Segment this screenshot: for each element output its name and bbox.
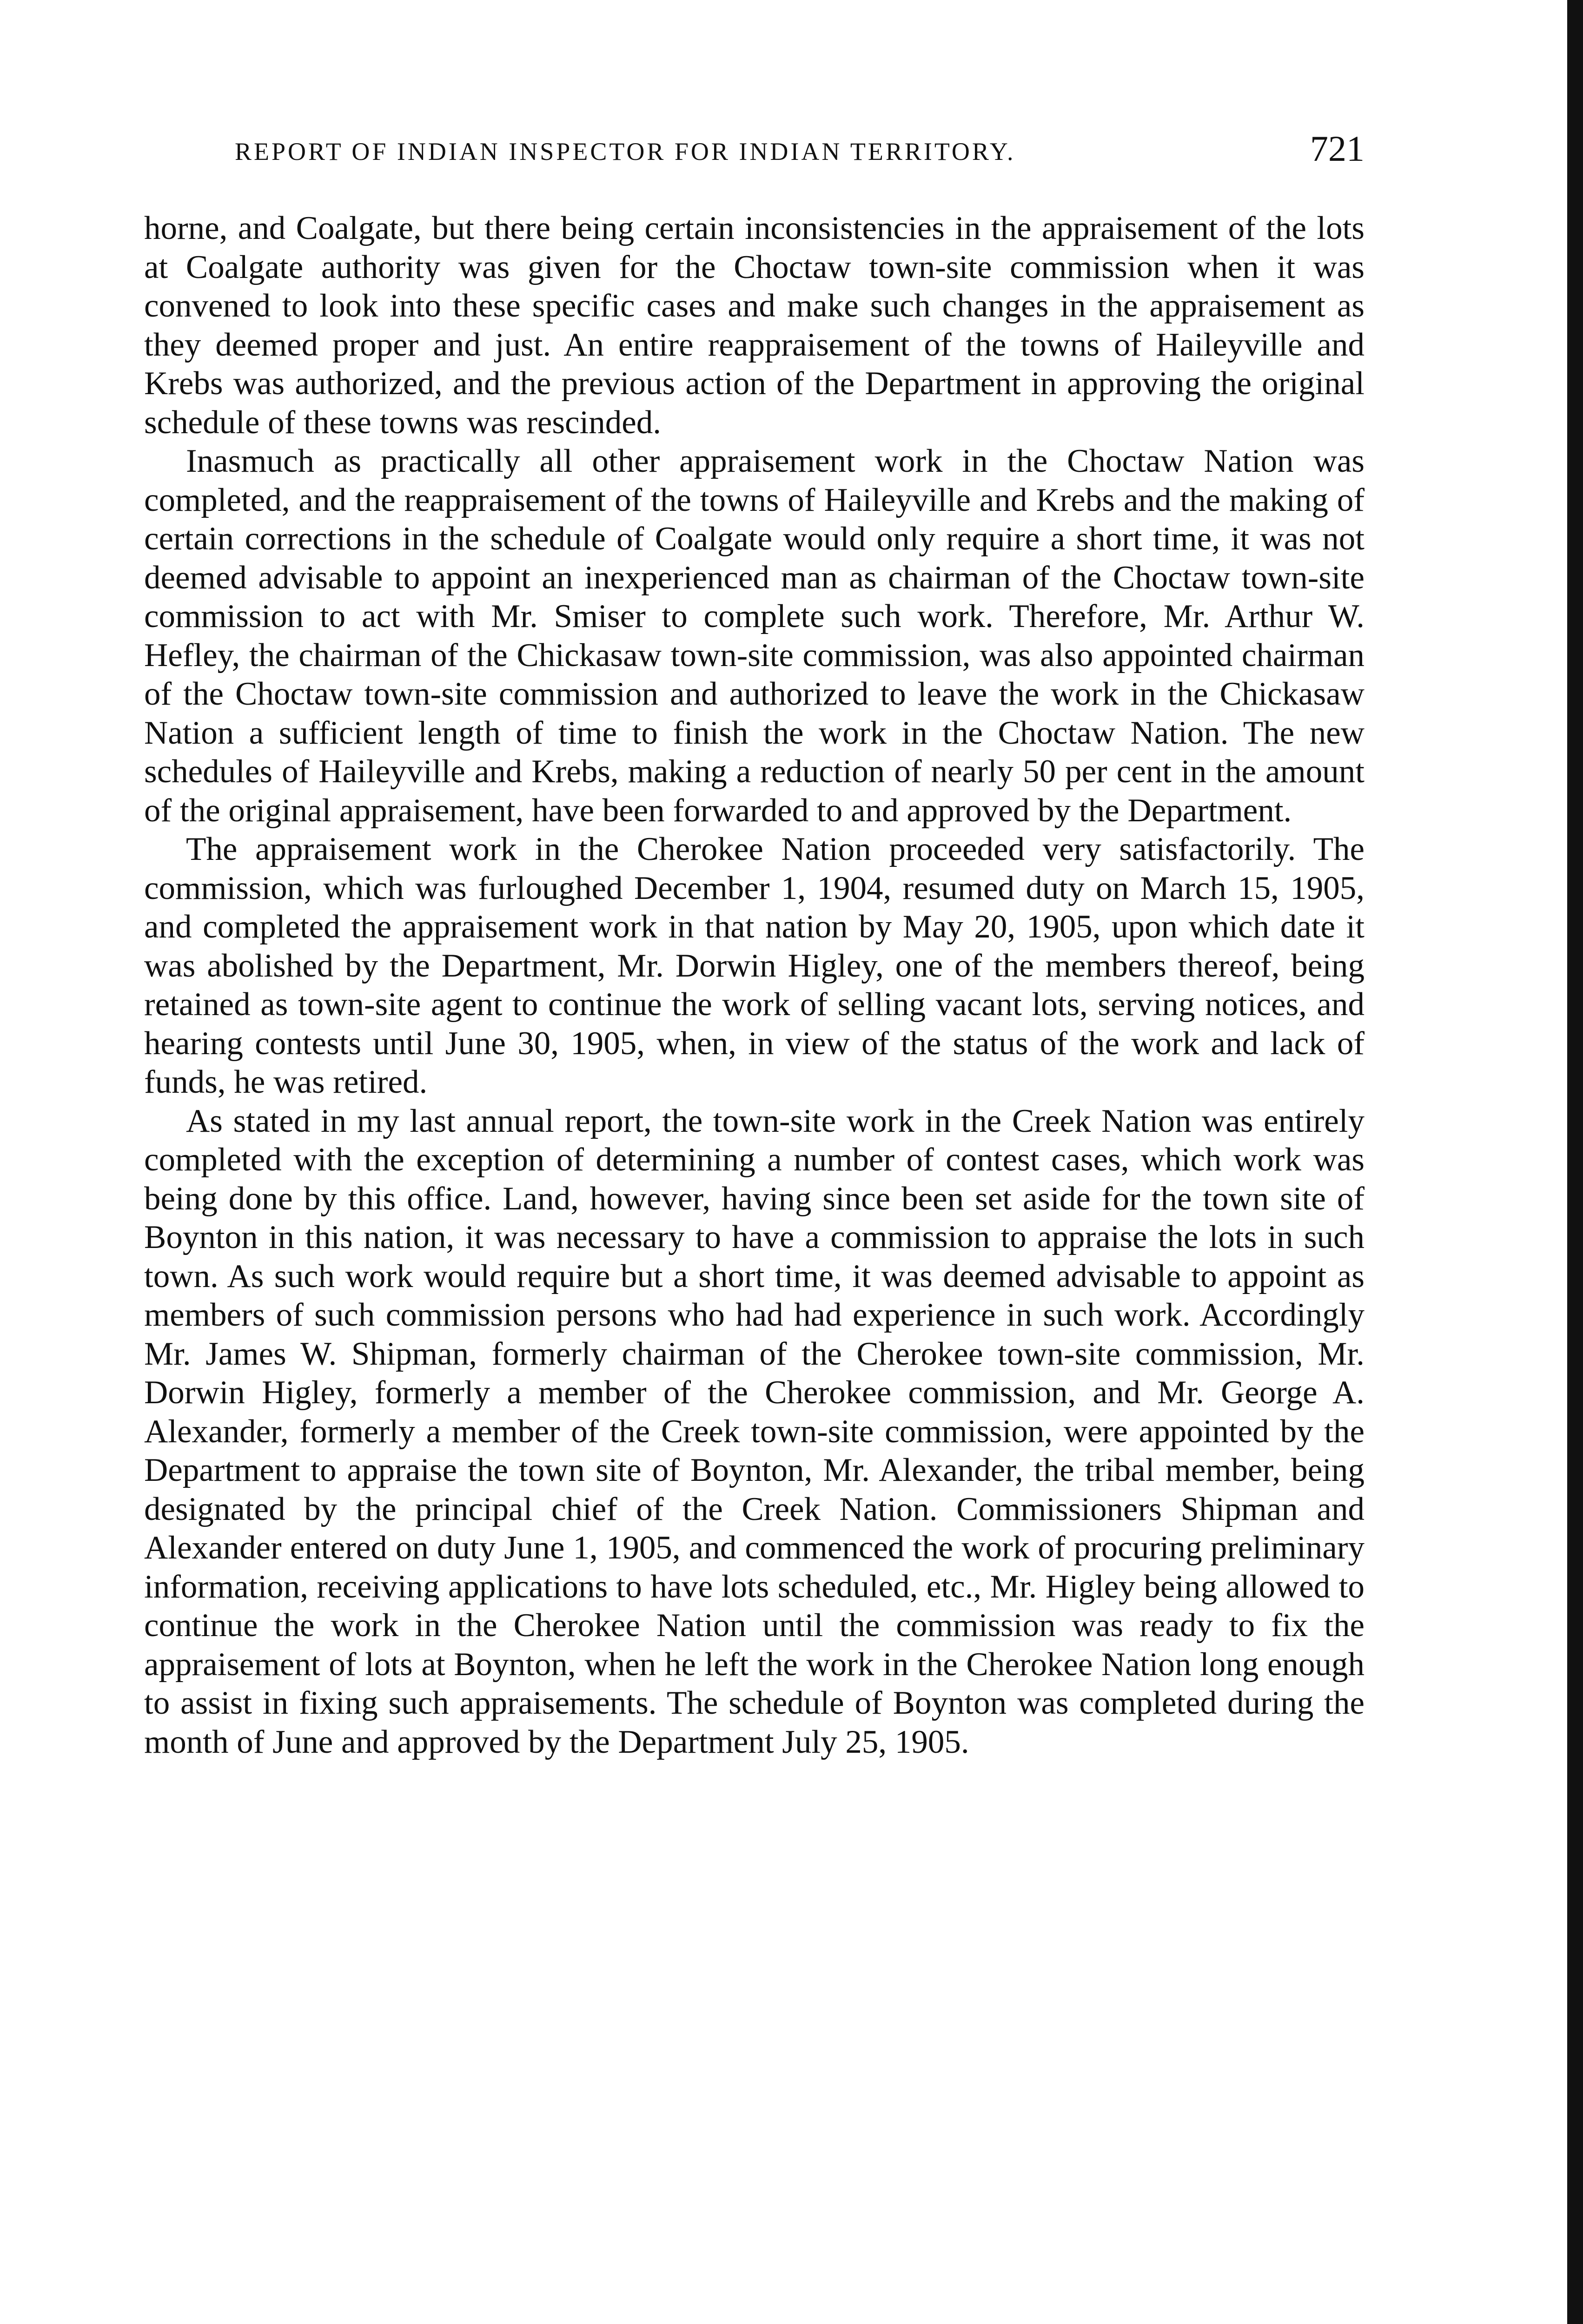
paragraph: As stated in my last annual report, the town-site work in the Creek Nation was entirely completed with the exception of determining a number of contest cases, which work was being done by this office. Land, however, having since been set aside for the town site of Boynton in this nation, it was necessary to have a commission to appraise the lots in such town. As such work would require but a short time, it was deemed advisable to appoint as members of such commission persons who had had experience in such work. Accordingly Mr. James W. Shipman, formerly chairman of the Cherokee town-site commission, Mr. Dorwin Higley, formerly a member of the Cherokee commission, and Mr. George A. Alexander, formerly a member of the Creek town-site commission, were appointed by the Department to appraise the town site of Boynton, Mr. Alexander, the tribal member, being designated by the principal chief of the Creek Nation. Commissioners Shipman and Alexander entered on duty June 1, 1905, and commenced the work of procuring preliminary information, receiving applications to have lots scheduled, etc., Mr. Higley being allowed to continue the work in the Cherokee Nation until the commission was ready to fix the appraisement of lots at Boynton, when he left the work in the Cherokee Nation long enough to assist in fixing such appraisements. The schedule of Boynton was completed during the month of June and approved by the Department July 25, 1905. (144, 1103, 1364, 1760)
body-text (144, 209, 1364, 1762)
paragraph: Inasmuch as practically all other appraisement work in the Choctaw Nation was completed, and the reappraisement of the towns of Haileyville and Krebs and the making of certain corrections in the schedule of Coalgate would only require a short time, it was not deemed advisable to appoint an inexperienced man as chairman of the Choctaw town-site commission to act with Mr. Smiser to complete such work. Therefore, Mr. Arthur W. Hefley, the chairman of the Chickasaw town-site commission, was also appointed chairman of the Choctaw town-site commission and authorized to leave the work in the Chickasaw Nation a sufficient length of time to finish the work in the Choctaw Nation. The new schedules of Haileyville and Krebs, making a reduction of nearly 50 per cent in the amount of the original appraisement, have been forwarded to and approved by the Department. (144, 443, 1364, 829)
running-title: REPORT OF INDIAN INSPECTOR FOR INDIAN TERRITORY. (235, 138, 1016, 165)
page-number: 721 (1310, 128, 1364, 169)
paragraph: The appraisement work in the Cherokee Nation proceeded very satisfactorily. The commission, which was furloughed December 1, 1904, resumed duty on March 15, 1905, and completed the appraisement work in that nation by May 20, 1905, upon which date it was abolished by the Department, Mr. Dorwin Higley, one of the members thereof, being retained as town-site agent to continue the work of selling vacant lots, serving notices, and hearing contests until June 30, 1905, when, in view of the status of the work and lack of funds, he was retired. (144, 831, 1364, 1100)
running-header (144, 128, 1364, 179)
paragraph-continued: horne, and Coalgate, but there being certain inconsistencies in the appraisement of the lots at Coalgate authority was given for the Choctaw town-site commission when it was convened to look into these specific cases and make such changes in the appraisement as they deemed proper and just. An entire reappraisement of the towns of Haileyville and Krebs was authorized, and the previous action of the Department in approving the original schedule of these towns was rescinded. (144, 210, 1364, 441)
scan-border (1567, 0, 1583, 2324)
